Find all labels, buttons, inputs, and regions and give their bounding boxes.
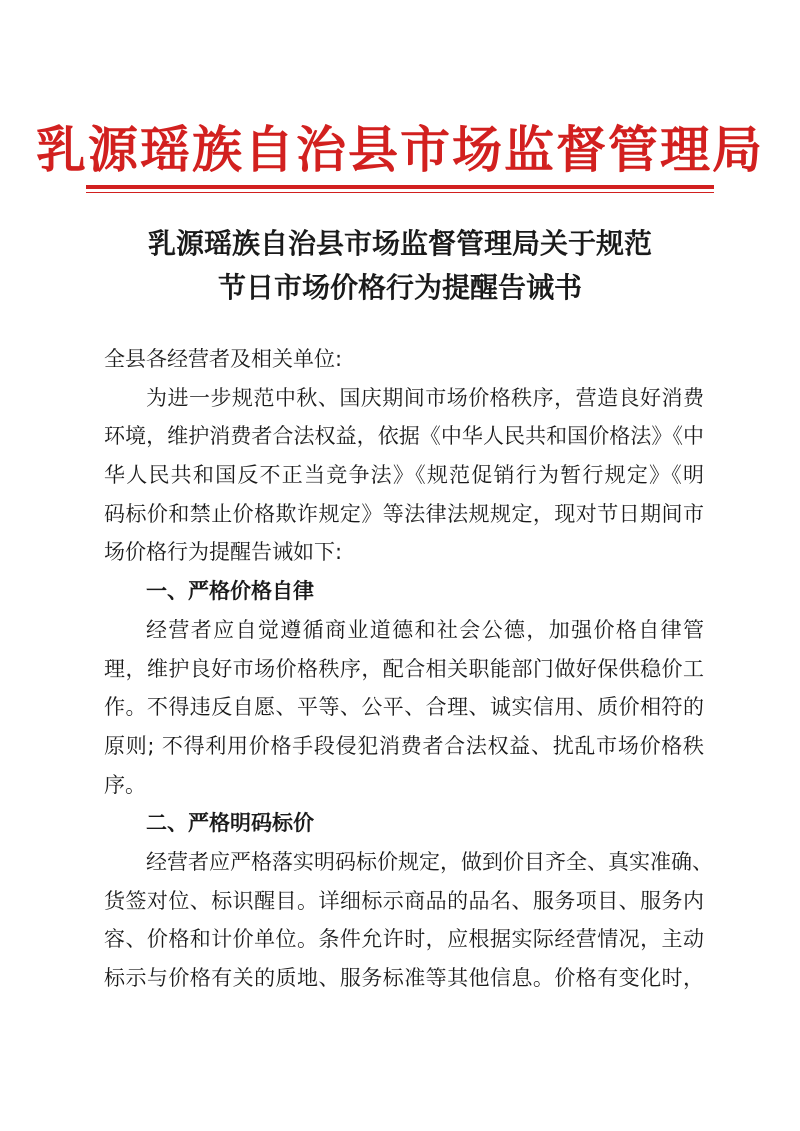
masthead-org-name: 乳源瑶族自治县市场监督管理局 <box>36 120 764 179</box>
intro-line: 场价格行为提醒告诫如下: <box>104 540 343 565</box>
section-line: 容、价格和计价单位。条件允许时，应根据实际经营情况，主动 <box>104 927 704 952</box>
section-line: 经营者应自觉遵循商业道德和社会公德，加强价格自律管 <box>146 617 704 642</box>
section-heading: 二、严格明码标价 <box>146 811 314 836</box>
section-line: 作。不得违反自愿、平等、公平、合理、诚实信用、质价相符的 <box>104 695 704 720</box>
section-line: 原则; 不得利用价格手段侵犯消费者合法权益、扰乱市场价格秩 <box>104 733 704 758</box>
masthead-rule-thick <box>86 185 714 189</box>
section-heading: 一、严格价格自律 <box>146 579 314 604</box>
section-line: 序。 <box>104 772 146 797</box>
intro-line: 环境，维护消费者合法权益，依据《中华人民共和国价格法》《中 <box>104 424 704 449</box>
document-title-line-2: 节日市场价格行为提醒告诫书 <box>217 271 582 304</box>
section-line: 货签对位、标识醒目。详细标示商品的品名、服务项目、服务内 <box>104 888 704 913</box>
document-title <box>86 222 714 310</box>
document-body <box>104 340 713 998</box>
intro-line: 码标价和禁止价格欺诈规定》等法律法规规定，现对节日期间市 <box>104 501 704 526</box>
intro-line: 华人民共和国反不正当竞争法》《规范促销行为暂行规定》《明 <box>104 463 704 488</box>
intro-line: 为进一步规范中秋、国庆期间市场价格秩序，营造良好消费 <box>146 385 704 410</box>
salutation: 全县各经营者及相关单位: <box>104 347 343 371</box>
masthead-rule-thin <box>86 192 714 193</box>
section-line: 标示与价格有关的质地、服务标准等其他信息。价格有变化时， <box>104 966 704 990</box>
section-line: 理，维护良好市场价格秩序，配合相关职能部门做好保供稳价工 <box>104 656 704 681</box>
section-line: 经营者应严格落实明码标价规定，做到价目齐全、真实准确、 <box>146 849 713 874</box>
document-title-line-1: 乳源瑶族自治县市场监督管理局关于规范 <box>147 227 652 260</box>
